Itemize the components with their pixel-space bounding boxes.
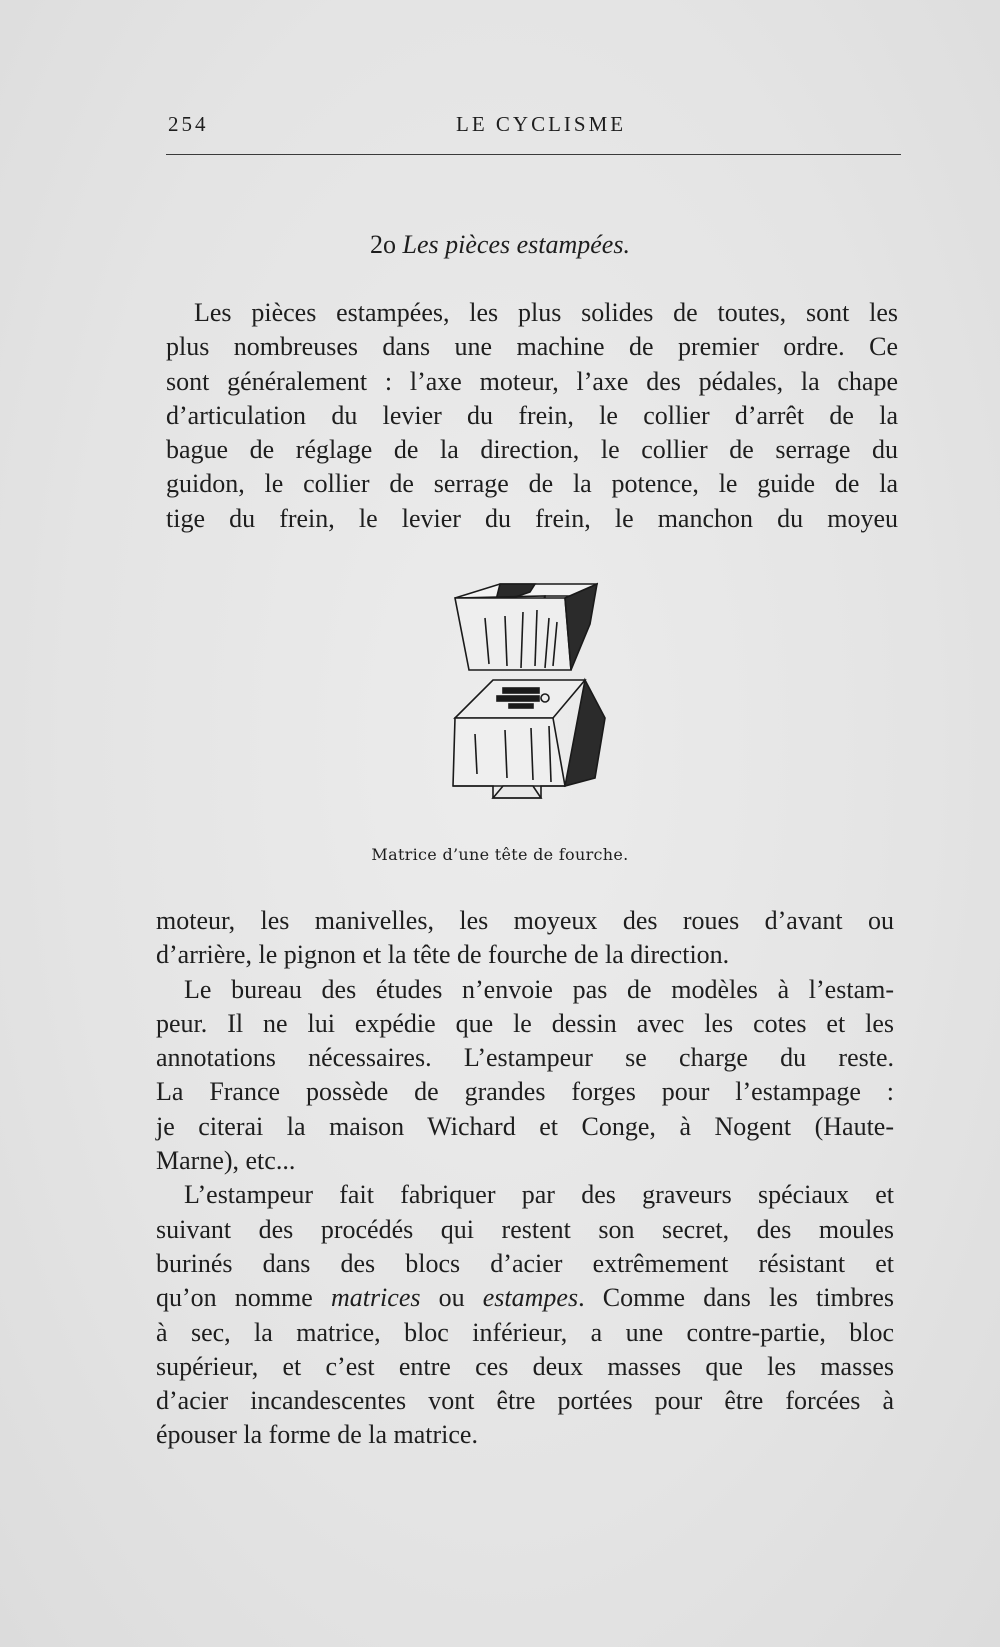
paragraph-line: je citerai la maison Wichard et Conge, à Nogent (Haute- — [156, 1111, 894, 1141]
paragraph-line: sont généralement : l’axe moteur, l’axe des pédales, la chape — [166, 366, 898, 396]
paragraph-line: épouser la forme de la matrice. — [156, 1420, 478, 1450]
paragraph-line: peur. Il ne lui expédie que le dessin avec les cotes et les — [156, 1008, 894, 1038]
paragraph-line: Les pièces estampées, les plus solides de toutes, sont les — [194, 298, 898, 327]
paragraph-line: burinés dans des blocs d’acier extrêmement résistant et — [156, 1248, 894, 1278]
section-title: Les pièces estampées. — [402, 230, 630, 259]
paragraph-line: La France possède de grandes forges pour l’estampage : — [156, 1077, 894, 1107]
paragraph-line: Marne), etc... — [156, 1146, 296, 1176]
line-text: . Comme dans les timbres — [578, 1283, 895, 1313]
line-text: qu’on nomme — [156, 1283, 331, 1313]
paragraph-line: plus nombreuses dans une machine de premier ordre. Ce — [166, 332, 898, 362]
term-estampes: estampes — [482, 1283, 579, 1313]
paragraph-line: d’acier incandescentes vont être portées pour être forcées à — [156, 1386, 894, 1416]
upper-die-block — [455, 584, 597, 670]
paragraph-line: d’arrière, le pignon et la tête de fourche de la direction. — [156, 940, 730, 970]
header-rule — [166, 154, 901, 155]
section-number: 2o — [370, 230, 397, 259]
lower-die-block — [453, 680, 605, 798]
page-number: 254 — [168, 112, 209, 136]
figure-caption: Matrice d’une tête de fourche. — [371, 845, 629, 864]
paragraph-line: tige du frein, le levier du frein, le manchon du moyeu — [166, 503, 898, 533]
paragraph-line: supérieur, et c’est entre ces deux masses que les masses — [156, 1351, 894, 1381]
paragraph-line: moteur, les manivelles, les moyeux des roues d’avant ou — [156, 906, 894, 935]
section-heading — [0, 230, 1000, 260]
paragraph-line: suivant des procédés qui restent son secret, des moules — [156, 1214, 894, 1244]
paragraph-line — [156, 1281, 894, 1315]
paragraph-line: Le bureau des études n’envoie pas de modèles à l’estam- — [184, 974, 894, 1004]
line-text: ou — [420, 1283, 483, 1313]
paragraph-line: annotations nécessaires. L’estampeur se charge du reste. — [156, 1043, 894, 1073]
paragraph-line: L’estampeur fait fabriquer par des graveurs spéciaux et — [184, 1180, 894, 1210]
paragraph-line: bague de réglage de la direction, le collier de serrage du — [166, 435, 898, 465]
paragraph-line: à sec, la matrice, bloc inférieur, a une contre-partie, bloc — [156, 1317, 894, 1347]
body-text — [156, 904, 894, 1453]
running-head — [166, 112, 901, 142]
paragraph-line: guidon, le collier de serrage de la potence, le guide de la — [166, 469, 898, 499]
die-illustration — [445, 578, 615, 838]
running-title: LE CYCLISME — [456, 112, 627, 136]
paragraph-line: d’articulation du levier du frein, le collier d’arrêt de la — [166, 400, 898, 430]
term-matrices: matrices — [330, 1283, 421, 1313]
paragraph-1 — [166, 296, 898, 536]
